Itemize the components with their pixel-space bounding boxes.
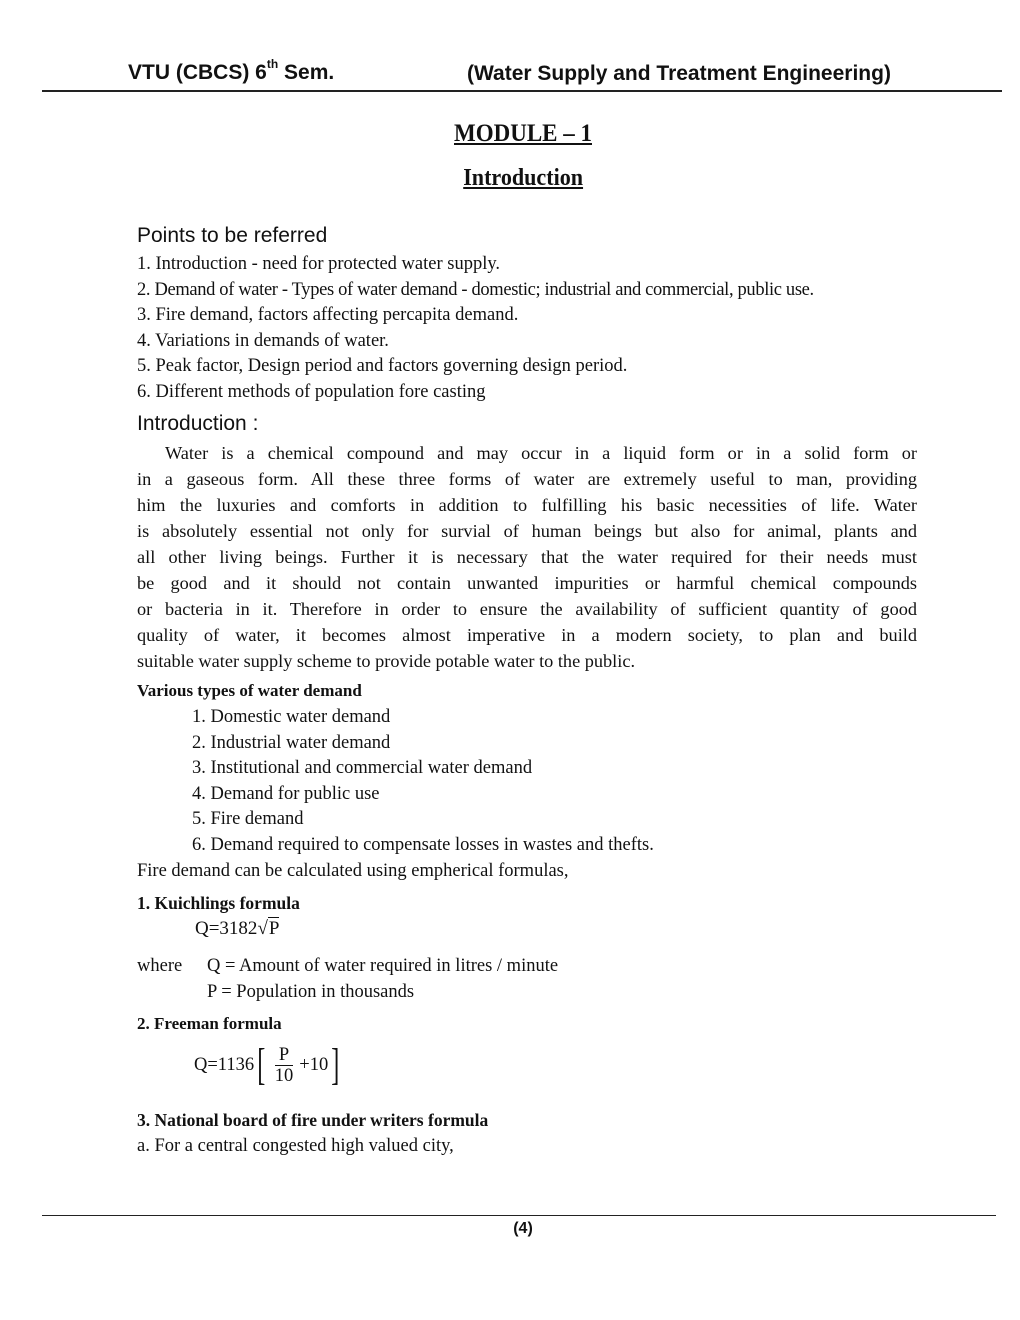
header-rule [42, 90, 1002, 92]
kuichling-where-label: where [137, 956, 183, 976]
demand-type-item: 5. Fire demand [192, 809, 304, 829]
demand-types-heading: Various types of water demand [137, 681, 362, 700]
intro-paragraph [137, 440, 917, 674]
demand-types-list [192, 705, 654, 858]
open-bracket-icon: [ [257, 1040, 266, 1089]
intro-line: all other living beings. Further it is necessary that the water required for their needs must [137, 547, 917, 567]
demand-type-item: 2. Industrial water demand [192, 732, 391, 753]
intro-line: be good and it should not contain unwanted impurities or harmful chemical compounds [137, 573, 917, 593]
demand-type-item: 1. Domestic water demand [192, 707, 391, 727]
freeman-lhs: Q=1136 [194, 1054, 255, 1075]
freeman-fraction [271, 1045, 298, 1086]
header-course-sup: th [266, 57, 279, 71]
kuichling-heading: 1. Kuichlings formula [137, 893, 300, 913]
kuichling-p-definition: P = Population in thousands [207, 982, 415, 1002]
points-item: 3. Fire demand, factors affecting percapita demand. [137, 305, 519, 325]
freeman-numerator: P [275, 1045, 293, 1066]
points-heading: Points to be referred [137, 224, 328, 247]
footer-rule [42, 1215, 996, 1216]
header-subject: (Water Supply and Treatment Engineering) [467, 62, 891, 85]
intro-line: or bacteria in it. Therefore in order to ensure the availability of sufficient quantity of good [137, 599, 917, 619]
kuichling-sqrt-arg: P [268, 918, 280, 939]
intro-line: in a gaseous form. All these three forms of water are extremely useful to man, providing [137, 469, 917, 489]
sqrt-icon: √ [257, 918, 268, 939]
intro-line: is absolutely essential not only for survial of human beings but also for animal, plants and [137, 521, 917, 541]
points-list [137, 252, 814, 405]
kuichling-q-definition: Q = Amount of water required in litres / minute [207, 956, 559, 976]
page-number: (4) [513, 1220, 533, 1237]
nbfu-sub-a: a. For a central congested high valued city, [137, 1136, 454, 1156]
points-item: 5. Peak factor, Design period and factors governing design period. [137, 356, 628, 376]
module-title-wrap [0, 120, 1020, 148]
kuichling-lhs: Q=3182 [195, 918, 258, 939]
nbfu-heading: 3. National board of fire under writers formula [137, 1110, 489, 1130]
freeman-plus-term: +10 [299, 1054, 329, 1075]
intro-line: Water is a chemical compound and may occur in a liquid form or in a solid form or [165, 443, 917, 463]
freeman-heading: 2. Freeman formula [137, 1014, 282, 1033]
intro-line: quality of water, it becomes almost imperative in a modern society, to plan and build [137, 625, 917, 645]
close-bracket-icon: ] [331, 1040, 340, 1089]
header-course-suffix: Sem. [278, 61, 335, 84]
header-course [128, 57, 335, 85]
points-item: 1. Introduction - need for protected water supply. [137, 254, 501, 274]
demand-type-item: 4. Demand for public use [192, 783, 380, 804]
kuichling-equation [195, 918, 279, 940]
freeman-equation [194, 1040, 343, 1090]
intro-line: suitable water supply scheme to provide potable water to the public. [137, 651, 636, 671]
fire-demand-note: Fire demand can be calculated using empherical formulas, [137, 861, 569, 881]
demand-type-item: 6. Demand required to compensate losses in wastes and thefts. [192, 834, 654, 855]
points-item: 4. Variations in demands of water. [137, 330, 389, 351]
points-item: 6. Different methods of population fore casting [137, 381, 486, 402]
section-title: Introduction [463, 165, 583, 191]
demand-type-item: 3. Institutional and commercial water demand [192, 758, 533, 778]
intro-heading: Introduction : [137, 412, 259, 435]
header-course-text: VTU (CBCS) 6 [128, 61, 267, 84]
freeman-denominator: 10 [274, 1065, 294, 1086]
points-item: 2. Demand of water - Types of water demand - domestic; industrial and commercial, public use. [137, 279, 814, 300]
module-title: MODULE – 1 [454, 120, 592, 147]
intro-line: him the luxuries and comforts in addition to fulfilling his basic necessities of life. Water [137, 495, 917, 515]
section-title-wrap [0, 165, 1020, 192]
